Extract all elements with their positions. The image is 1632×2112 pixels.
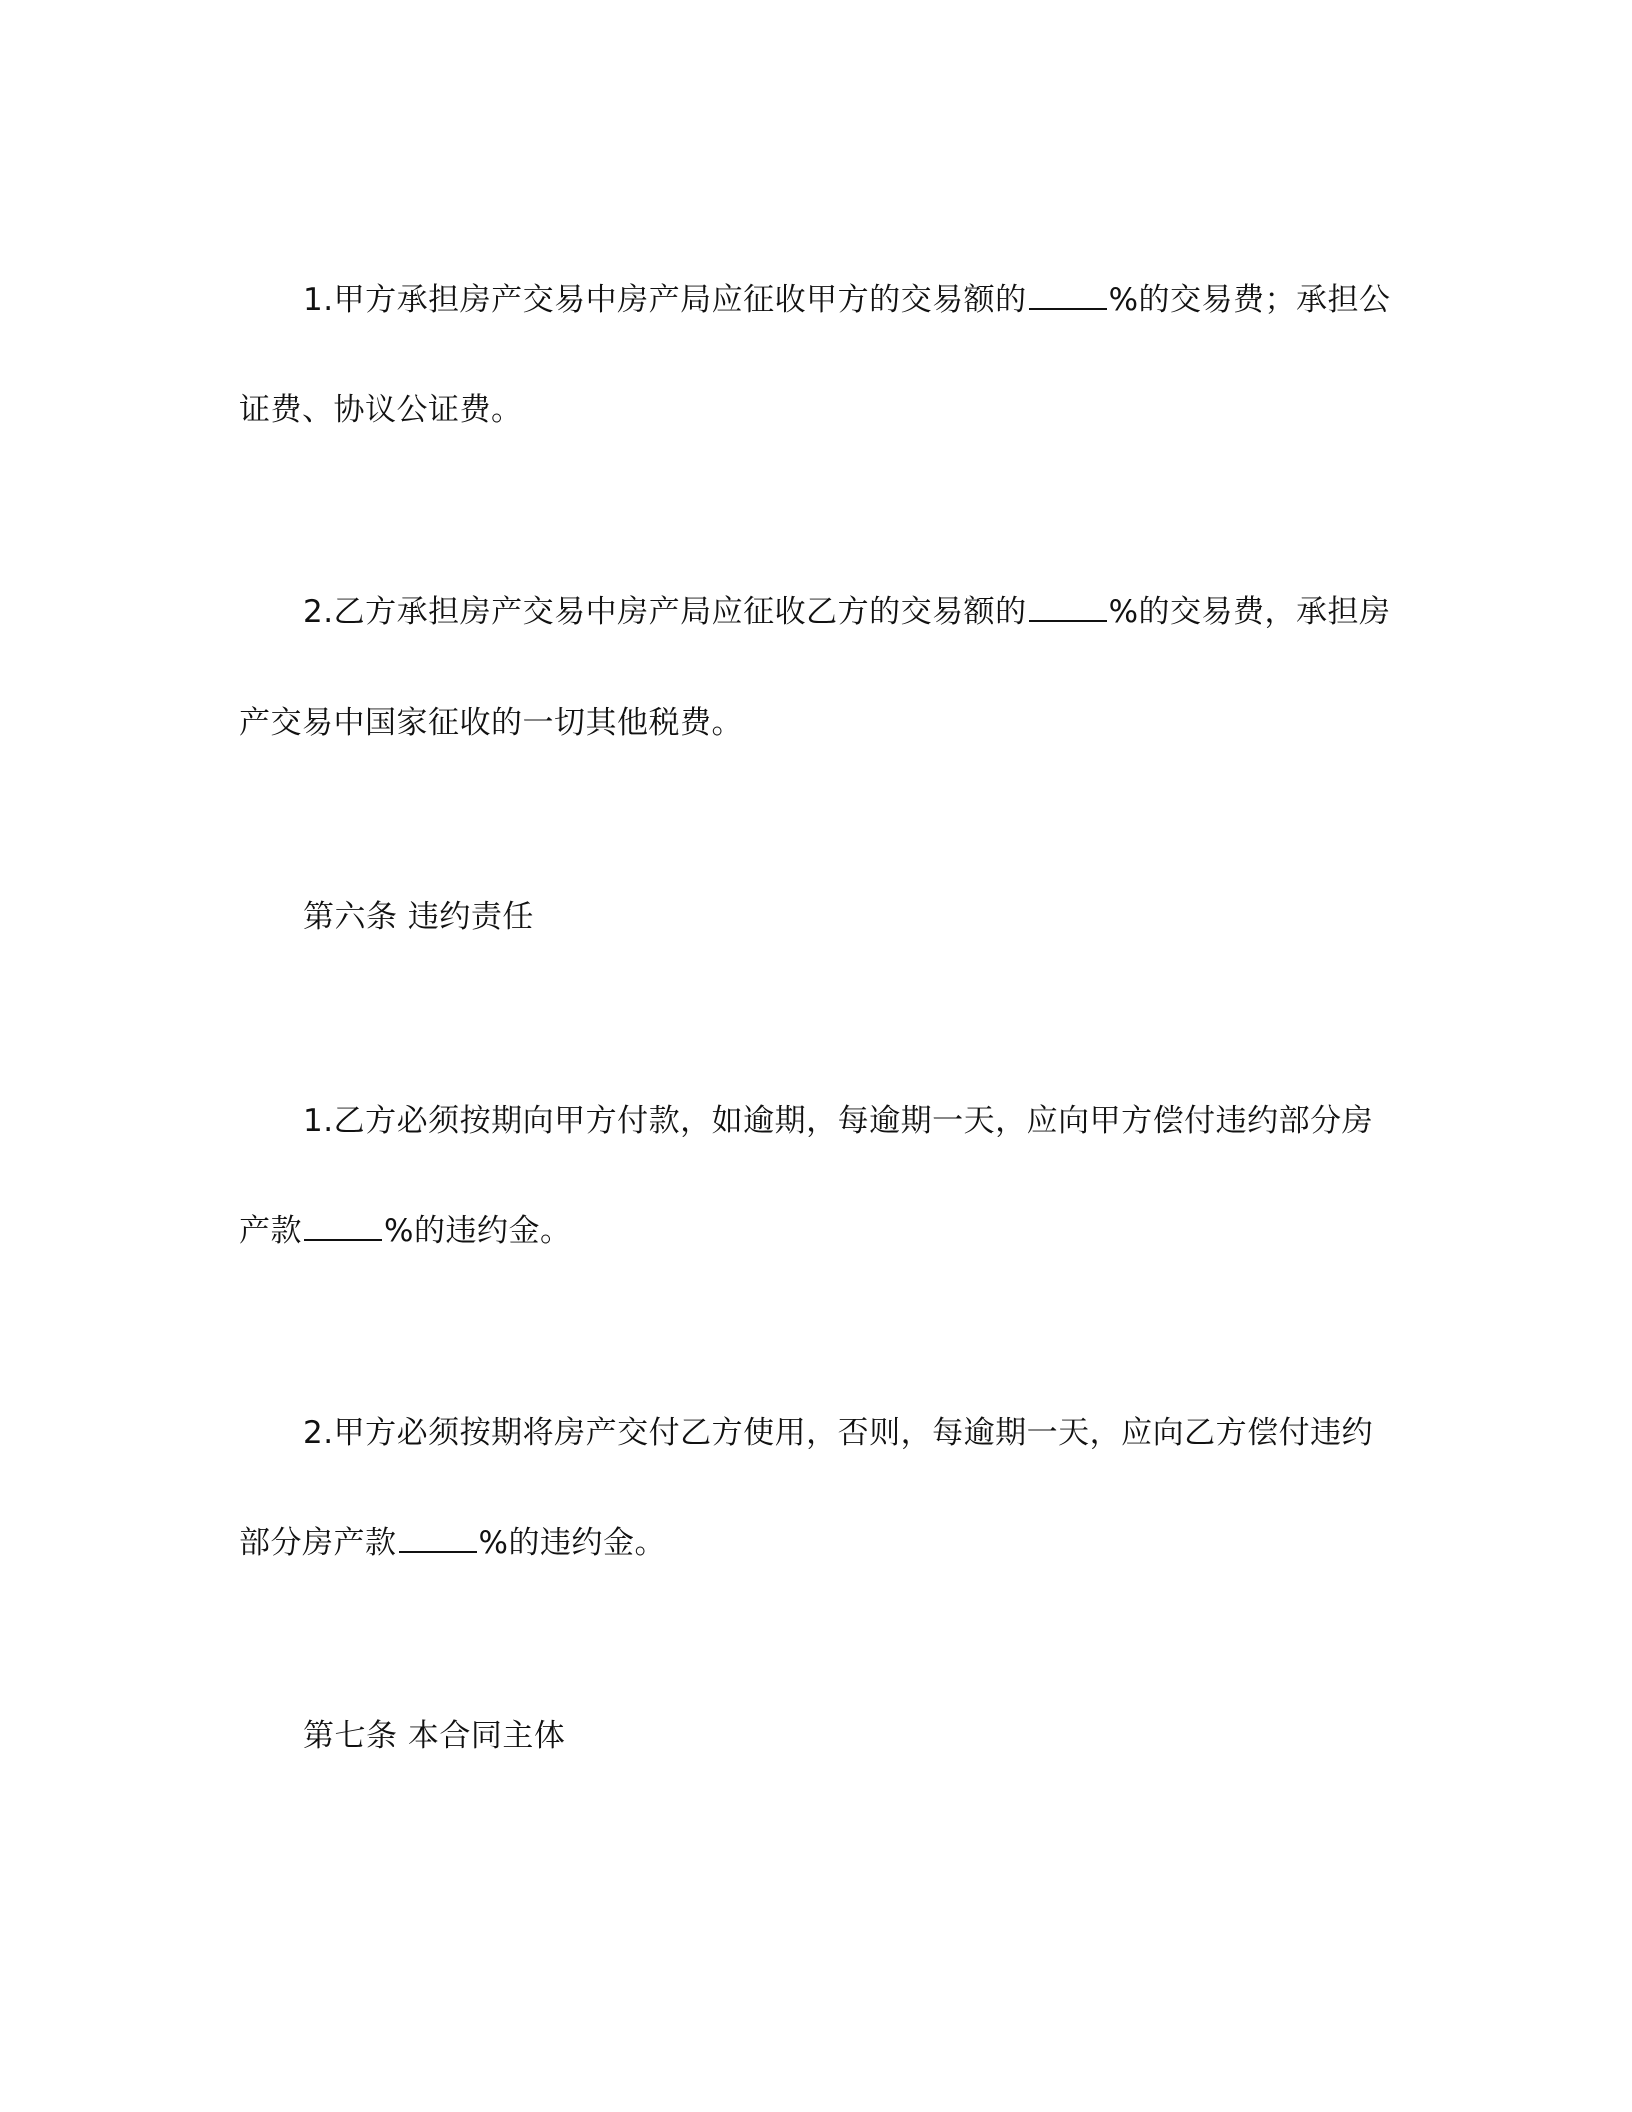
- article-6-item-2-text-b: %的违约金。: [478, 1525, 666, 1561]
- fill-in-blank[interactable]: [399, 1523, 477, 1553]
- fill-in-blank[interactable]: [304, 1211, 382, 1241]
- clause-2-text-b: %的交易费，承担房: [1108, 594, 1391, 630]
- clause-1-line-2: 证费、协议公证费。: [239, 392, 523, 428]
- clause-1-text-a: 1.甲方承担房产交易中房产局应征收甲方的交易额的: [303, 282, 1027, 318]
- article-7-heading: 第七条 本合同主体: [303, 1718, 566, 1754]
- fill-in-blank[interactable]: [1029, 280, 1107, 310]
- article-6-item-2-line-1: 2.甲方必须按期将房产交付乙方使用，否则，每逾期一天，应向乙方偿付违约: [303, 1415, 1374, 1451]
- article-6-item-1-text-a: 产款: [239, 1213, 302, 1249]
- article-6-item-2-text-a: 部分房产款: [239, 1525, 397, 1561]
- clause-2-line-2: 产交易中国家征收的一切其他税费。: [239, 705, 743, 741]
- clause-1-text-b: %的交易费；承担公: [1108, 282, 1391, 318]
- article-6-item-1-line-1: 1.乙方必须按期向甲方付款，如逾期，每逾期一天，应向甲方偿付违约部分房: [303, 1103, 1374, 1139]
- clause-2-line-1: [303, 592, 1391, 632]
- article-6-item-1-line-2: [239, 1211, 571, 1251]
- clause-2-text-a: 2.乙方承担房产交易中房产局应征收乙方的交易额的: [303, 594, 1027, 630]
- article-6-item-2-line-2: [239, 1523, 666, 1563]
- clause-1-line-1: [303, 280, 1391, 320]
- article-6-item-1-text-b: %的违约金。: [384, 1213, 572, 1249]
- article-6-heading: 第六条 违约责任: [303, 899, 534, 935]
- fill-in-blank[interactable]: [1029, 592, 1107, 622]
